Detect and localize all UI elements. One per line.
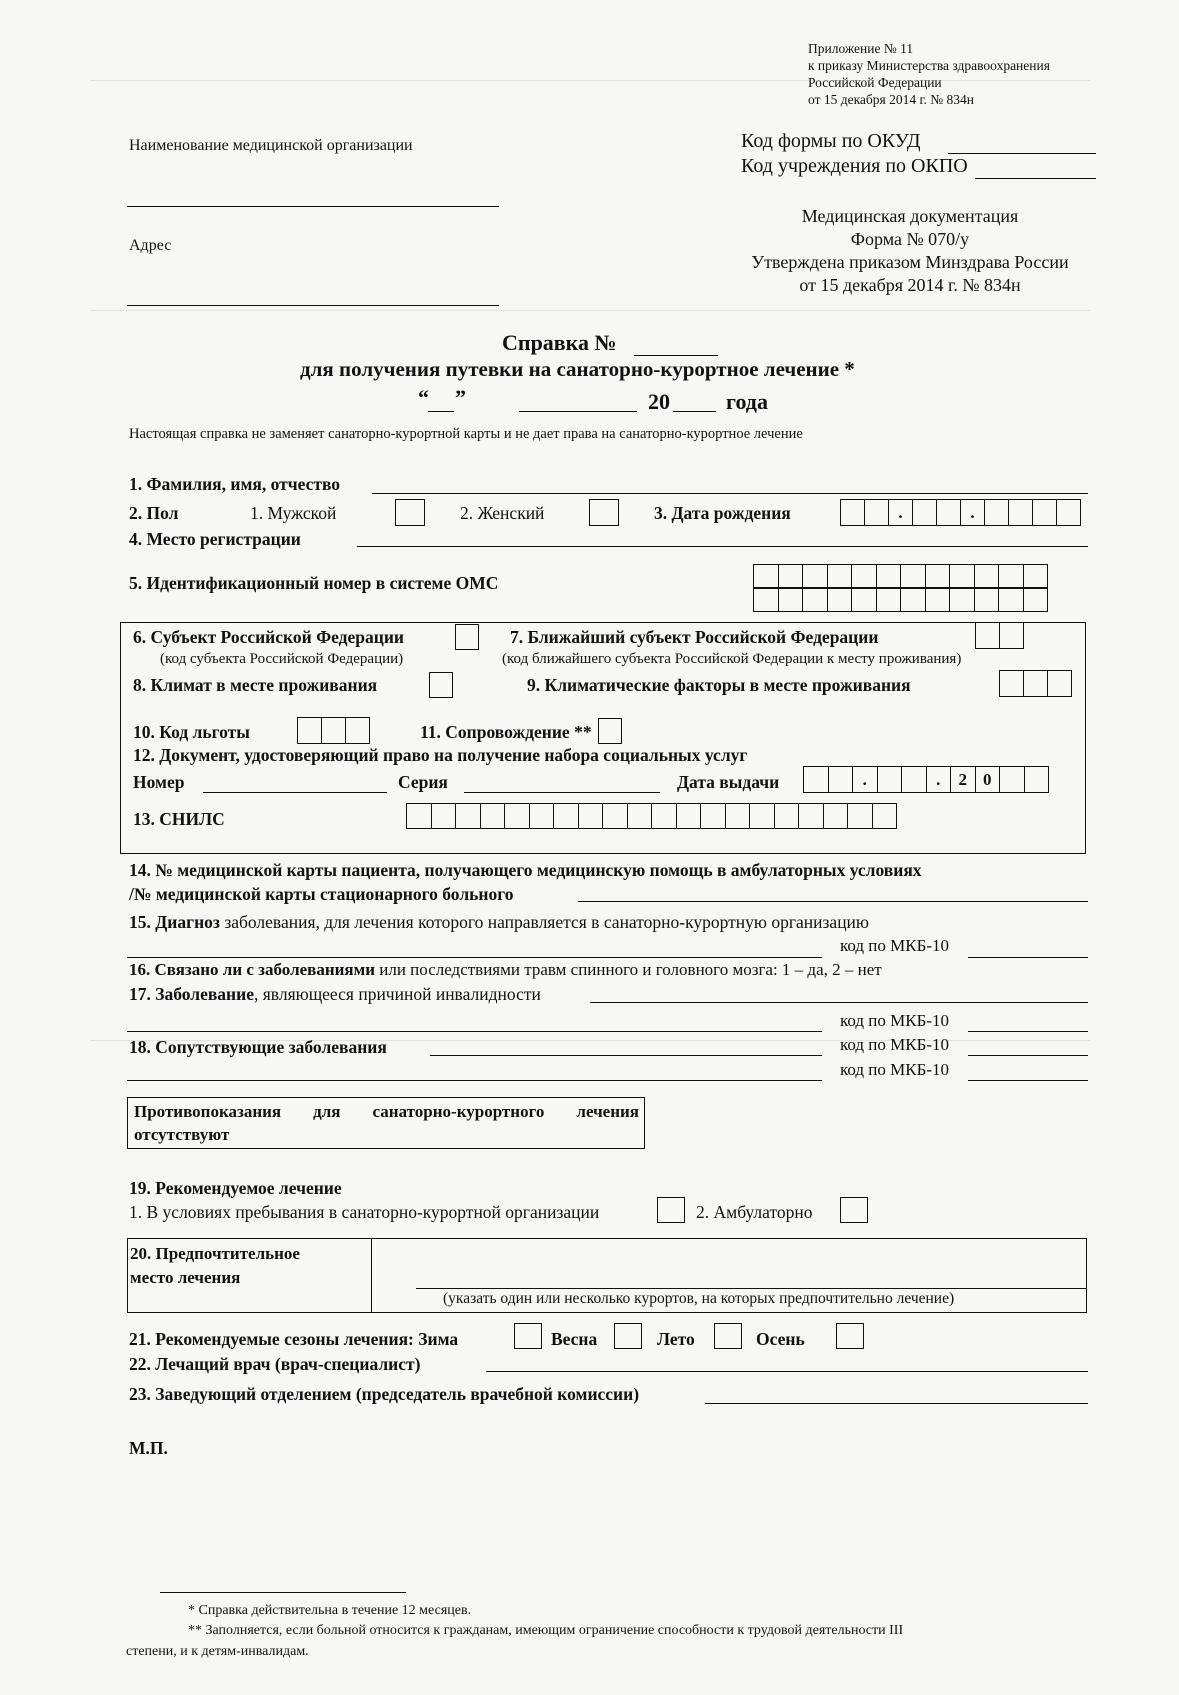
snils-cell[interactable] [775,803,800,829]
snils-cell[interactable] [628,803,653,829]
field-15-label-rest: заболевания, для лечения которого направляется в санаторно-курортную организацию [219,912,870,932]
snils-cell[interactable] [652,803,677,829]
oms-cell[interactable] [754,564,779,589]
footnote-2: ** Заполняется, если больной относится к гражданам, имеющим ограничение способности к трудовой деятельности III [188,1623,904,1638]
doc-number-field[interactable] [203,792,387,793]
oms-cell[interactable] [779,587,804,612]
bleed-through [90,310,1090,311]
oms-cell[interactable] [1024,564,1049,589]
year-suffix: года [726,389,768,414]
season-spring-checkbox[interactable] [614,1323,642,1349]
oms-cell[interactable] [1024,587,1049,612]
department-head-field[interactable] [705,1403,1088,1404]
escort-cell[interactable] [598,718,622,744]
field-9-label: 9. Климатические факторы в месте проживания [527,675,911,695]
snils-cell[interactable] [701,803,726,829]
footnote-2-cont: степени, и к детям-инвалидам. [126,1644,309,1659]
oms-cell[interactable] [901,587,926,612]
issue-date-cell[interactable] [804,766,829,793]
footnote-1: * Справка действительна в течение 12 месяцев. [188,1603,472,1618]
snils-cell[interactable] [554,803,579,829]
benefit-code-cells[interactable] [297,717,370,744]
form-info-line: Утверждена приказом Минздрава России [751,252,1069,272]
address-label: Адрес [129,237,172,254]
issue-date-cell[interactable] [1000,766,1025,793]
full-name-field[interactable] [372,493,1088,494]
field-11-label: 11. Сопровождение ** [420,722,592,742]
oms-cell[interactable] [926,587,951,612]
doc-number-label: Номер [133,772,185,792]
field-16-label [129,960,882,980]
nearest-region-cell[interactable] [1000,622,1024,649]
field-3-label: 3. Дата рождения [654,503,791,523]
oms-cell[interactable] [950,564,975,589]
okud-field[interactable] [948,153,1096,154]
form-info [730,205,1090,297]
field-10-label: 10. Код льготы [133,722,250,742]
birth-date-cell[interactable] [985,499,1009,526]
comorbid-field[interactable] [430,1055,822,1056]
birth-date-cell[interactable] [913,499,937,526]
field-12-label: 12. Документ, удостоверяющий право на получение набора социальных услуг [133,745,748,765]
diagnosis-field[interactable] [127,957,822,958]
oms-cell[interactable] [852,564,877,589]
birth-date-cell[interactable] [1033,499,1057,526]
issue-date-cell[interactable] [829,766,854,793]
field-17-label-rest: , являющееся причиной инвалидности [254,984,541,1004]
climate-factor-cell[interactable] [1000,670,1024,697]
oms-cell[interactable] [828,587,853,612]
oms-cell[interactable] [877,587,902,612]
snils-cell[interactable] [579,803,604,829]
oms-row [753,564,1048,589]
treatment-sanatorium-label: 1. В условиях пребывания в санаторно-курортной организации [129,1202,600,1222]
form-info-line: Медицинская документация [801,206,1019,226]
date-open-quote: “ [418,385,429,410]
oms-cell[interactable] [877,564,902,589]
form-number: Форма № 070/у [850,229,970,249]
mkb-label: код по МКБ-10 [840,936,950,955]
oms-cell[interactable] [803,587,828,612]
field-16-label-bold: 16. Связано ли с заболеваниями [129,960,375,979]
doc-series-label: Серия [398,772,448,792]
field-2-label: 2. Пол [129,503,179,523]
oms-cell[interactable] [950,587,975,612]
climate-factor-cell[interactable] [1024,670,1048,697]
mkb-label: код по МКБ-10 [840,1011,950,1030]
org-name-field[interactable] [127,206,499,207]
nearest-region-cells[interactable] [975,622,1024,649]
form-info-line: от 15 декабря 2014 г. № 834н [799,275,1021,295]
oms-cell[interactable] [975,587,1000,612]
snils-cell[interactable] [677,803,702,829]
oms-cell[interactable] [901,564,926,589]
certificate-subtitle: для получения путевки на санаторно-курортное лечение * [300,357,855,381]
notice: Настоящая справка не заменяет санаторно-курортной карты и не дает права на санаторно-курортное лечение [129,426,803,442]
field-8-label: 8. Климат в месте проживания [133,675,378,695]
season-winter-checkbox[interactable] [514,1323,542,1349]
snils-cell[interactable] [873,803,898,829]
oms-cell[interactable] [852,587,877,612]
snils-cell[interactable] [432,803,457,829]
issue-date-cell[interactable]: . [927,766,952,793]
issue-date-cell[interactable]: 0 [976,766,1001,793]
sex-male-label: 1. Мужской [250,503,337,523]
benefit-code-cell[interactable] [346,717,370,744]
year-prefix: 20 [648,389,670,414]
snils-cell[interactable] [799,803,824,829]
sex-female-label: 2. Женский [460,503,545,523]
sex-female-checkbox[interactable] [589,499,619,526]
birth-date-cell[interactable]: . [961,499,985,526]
issue-date-cell[interactable] [878,766,903,793]
diagnosis-mkb-field[interactable] [968,957,1088,958]
issue-date-cell[interactable]: . [853,766,878,793]
field-13-label: 13. СНИЛС [133,809,225,829]
snils-cell[interactable] [848,803,873,829]
birth-date-cell[interactable] [841,499,865,526]
certificate-title: Справка № [502,330,617,355]
date-month-field[interactable] [519,411,637,412]
appendix-line: к приказу Министерства здравоохранения [808,58,1050,73]
treatment-sanatorium-checkbox[interactable] [657,1197,685,1223]
org-name-label: Наименование медицинской организации [129,137,413,154]
season-summer-checkbox[interactable] [714,1323,742,1349]
snils-cell[interactable] [456,803,481,829]
field-15-label-bold: 15. Диагноз [129,912,220,932]
oms-cell[interactable] [975,564,1000,589]
comorbid-field-2[interactable] [127,1080,822,1081]
snils-cell[interactable] [750,803,775,829]
snils-cell[interactable] [505,803,530,829]
climate-cell[interactable] [429,672,453,698]
date-day-field[interactable] [428,411,454,412]
comorbid-mkb-field-2[interactable] [968,1080,1088,1081]
field-4-label: 4. Место регистрации [129,529,301,549]
climate-factors-cells[interactable] [999,670,1072,697]
birth-date-cell[interactable] [1009,499,1033,526]
disability-disease-field-2[interactable] [127,1031,822,1032]
date-close-quote: ” [455,385,466,410]
sex-male-checkbox[interactable] [395,499,425,526]
appendix-line: от 15 декабря 2014 г. № 834н [808,92,975,107]
field-20-label: 20. Предпочтительное [130,1244,300,1263]
oms-number-cells[interactable] [753,564,1048,612]
field-17-label-bold: 17. Заболевание [129,984,254,1004]
nearest-region-cell[interactable] [976,622,1000,649]
birth-date-cell[interactable] [937,499,961,526]
birth-date-cell[interactable] [865,499,889,526]
stamp-placeholder: М.П. [129,1438,168,1458]
field-18-label: 18. Сопутствующие заболевания [129,1037,387,1057]
field-15-label [129,912,869,933]
attending-doctor-field[interactable] [486,1371,1088,1372]
treatment-outpatient-checkbox[interactable] [840,1197,868,1223]
date-year-field[interactable] [673,411,716,412]
oms-cell[interactable] [803,564,828,589]
snils-cell[interactable] [481,803,506,829]
snils-cell[interactable] [726,803,751,829]
disability-mkb-field[interactable] [968,1031,1088,1032]
season-autumn-checkbox[interactable] [836,1323,864,1349]
okpo-label: Код учреждения по ОКПО [741,155,968,177]
field-22-label: 22. Лечащий врач (врач-специалист) [129,1354,421,1374]
season-summer-label: Лето [657,1329,695,1349]
field-23-label: 23. Заведующий отделением (председатель врачебной комиссии) [129,1384,640,1404]
snils-cells[interactable] [406,803,897,829]
season-spring-label: Весна [551,1329,598,1349]
field-7-label: 7. Ближайший субъект Российской Федерации [510,627,879,647]
registration-field[interactable] [357,546,1088,547]
climate-factor-cell[interactable] [1048,670,1072,697]
okud-label: Код формы по ОКУД [741,130,921,152]
field-16-label-rest: или последствиями травм спинного и головного мозга: 1 – да, 2 – нет [375,960,882,979]
appendix-block [808,40,1050,108]
oms-cell[interactable] [754,587,779,612]
treatment-outpatient-label: 2. Амбулаторно [696,1202,813,1222]
oms-cell[interactable] [999,564,1024,589]
doc-issue-date-label: Дата выдачи [677,772,780,792]
snils-cell[interactable] [824,803,849,829]
benefit-code-cell[interactable] [298,717,322,744]
preferred-place-field[interactable] [416,1288,1086,1289]
season-autumn-label: Осень [756,1329,805,1349]
doc-series-field[interactable] [464,792,660,793]
field-7-hint: (код ближайшего субъекта Российской Федерации к месту проживания) [502,651,962,667]
birth-date-cell[interactable]: . [889,499,913,526]
oms-cell[interactable] [926,564,951,589]
field-20-label-2: место лечения [130,1268,241,1287]
okpo-field[interactable] [975,178,1096,179]
preferred-place-hint: (указать один или несколько курортов, на которых предпочтительно лечение) [443,1290,955,1307]
field-1-label: 1. Фамилия, имя, отчество [129,474,341,494]
oms-cell[interactable] [779,564,804,589]
field-19-label: 19. Рекомендуемое лечение [129,1178,342,1198]
divider [371,1238,372,1313]
field-21-label: 21. Рекомендуемые сезоны лечения: Зима [129,1329,459,1349]
contraindications-text-2: отсутствуют [134,1125,230,1144]
field-5-label: 5. Идентификационный номер в системе ОМС [129,573,499,593]
issue-date-cells[interactable] [803,766,1049,793]
field-6-hint: (код субъекта Российской Федерации) [160,651,404,667]
disability-disease-field[interactable] [590,1002,1088,1003]
mkb-label: код по МКБ-10 [840,1060,950,1079]
snils-cell[interactable] [530,803,555,829]
certificate-number-field[interactable] [634,355,718,356]
appendix-line: Приложение № 11 [808,41,914,56]
field-6-label: 6. Субъект Российской Федерации [133,627,405,647]
footnote-divider [160,1592,406,1593]
snils-cell[interactable] [407,803,432,829]
address-field[interactable] [127,305,499,306]
field-17-label [129,984,541,1005]
snils-cell[interactable] [603,803,628,829]
contraindications-text: Противопоказания для санаторно-курортного лечения [134,1102,639,1121]
field-14-label: 14. № медицинской карты пациента, получающего медицинскую помощь в амбулаторных условиях [129,860,922,880]
region-code-cell[interactable] [455,624,479,650]
birth-date-cells[interactable] [840,499,1081,526]
medical-card-field[interactable] [578,901,1088,902]
appendix-line: Российской Федерации [808,75,942,90]
oms-cell[interactable] [999,587,1024,612]
mkb-label: код по МКБ-10 [840,1035,950,1054]
oms-cell[interactable] [828,564,853,589]
issue-date-cell[interactable] [902,766,927,793]
birth-date-cell[interactable] [1057,499,1081,526]
oms-row [753,587,1048,612]
benefit-code-cell[interactable] [322,717,346,744]
field-14-label-2: /№ медицинской карты стационарного больного [129,884,514,904]
issue-date-cell[interactable]: 2 [951,766,976,793]
issue-date-cell[interactable] [1025,766,1050,793]
comorbid-mkb-field[interactable] [968,1055,1088,1056]
